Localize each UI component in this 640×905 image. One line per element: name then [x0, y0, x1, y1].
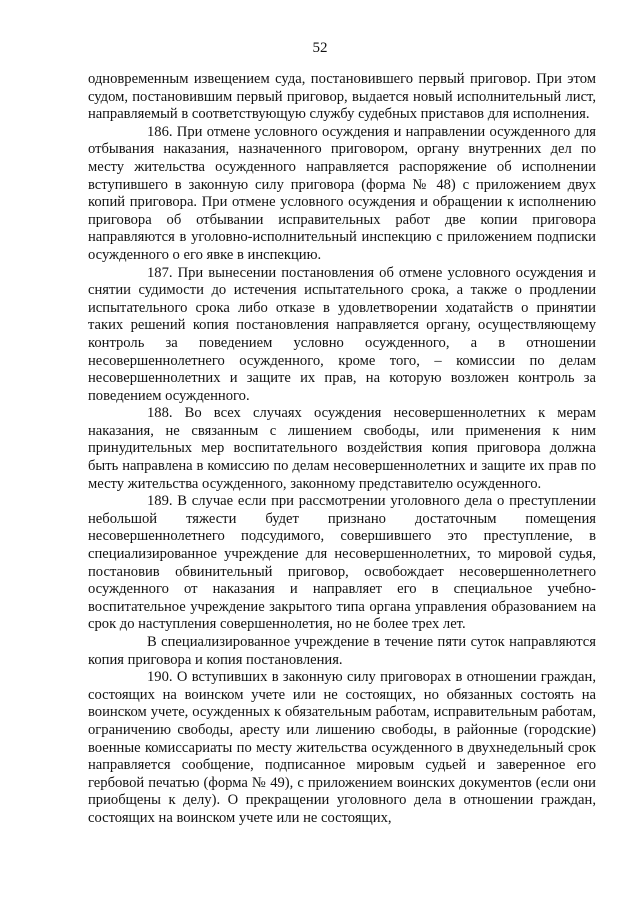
paragraph-188: 188. Во всех случаях осуждения несовершеннолетних к мерам наказания, не связанным с лишением свободы, или применения к ним принудительных мер воспитательного воздействия копия приговора должна быть направлена в комиссию по делам несовершеннолетних и защите их прав по месту жительства осужденного, законному представителю осужденного.	[88, 405, 596, 492]
page-number: 52	[312, 40, 328, 56]
paragraph-continuation: одновременным извещением суда, постановившего первый приговор. При этом судом, постановившим первый приговор, выдается новый исполнительный лист, направляемый в соответствующую службу судебных приставов для исполнения.	[88, 71, 596, 123]
paragraph-190: 190. О вступивших в законную силу приговорах в отношении граждан, состоящих на воинском учете или не состоящих, но обязанных состоять на воинском учете, осужденных к обязательным работам, исправительным работам, ограничению свободы, аресту или лишению свободы, в районные (городские) военные комиссариаты по месту жительства осужденного в двухнедельный срок направляется сообщение, подписанное мировым судьей и заверенное его гербовой печатью (форма № 49), с приложением воинских документов (если они приобщены к делу). О прекращении уголовного дела в отношении граждан, состоящих на воинском учете или не состоящих,	[88, 669, 596, 826]
paragraph-187: 187. При вынесении постановления об отмене условного осуждения и снятии судимости до истечения испытательного срока, а также о продлении испытательного срока либо отказе в удовлетворении ходатайств о принятии таких решений копия постановления направляется органу, осуществляющему контроль за поведением условно осужденного, а в отношении несовершеннолетнего осужденного, кроме того, – комиссии по делам несовершеннолетних и защите их прав, на которую возложен контроль за поведением осужденного.	[88, 264, 596, 404]
paragraph-189: 189. В случае если при рассмотрении уголовного дела о преступлении небольшой тяжести будет признано достаточным помещения несовершеннолетнего подсудимого, совершившего это преступление, в специализированное учреждение для несовершеннолетних, то мировой судья, постановив обвинительный приговор, освобождает несовершеннолетнего осужденного от наказания и направляет его в специальное учебно-воспитательное учреждение закрытого типа органа управления образованием на срок до наступления совершеннолетия, но не более трех лет.	[88, 493, 596, 633]
paragraph-189-continued: В специализированное учреждение в течение пяти суток направляются копия приговора и копия постановления.	[88, 634, 596, 668]
document-body	[88, 71, 596, 828]
paragraph-186: 186. При отмене условного осуждения и направлении осужденного для отбывания наказания, назначенного приговором, органу внутренних дел по месту жительства осужденного направляется распоряжение об исполнении вступившего в законную силу приговора (форма № 48) с приложением двух копий приговора. При отмене условного осуждения и обращении к исполнению приговора об отбывании исправительных работ две копии приговора направляются в уголовно-исполнительный инспекцию с приложением подписки осужденного о его явке в инспекцию.	[88, 123, 596, 263]
